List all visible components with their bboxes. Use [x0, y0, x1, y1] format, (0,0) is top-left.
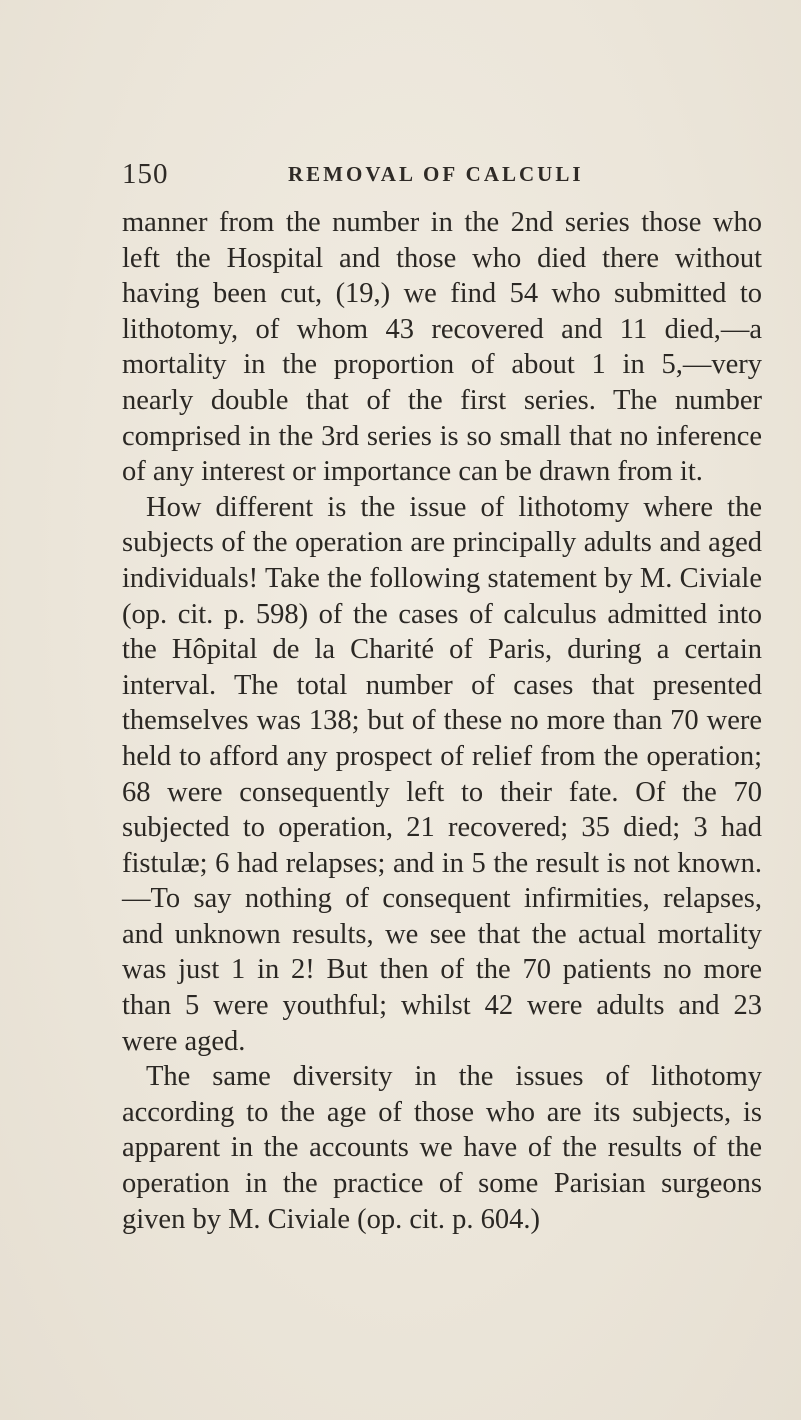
- paragraph-parisian-surgeons: The same diversity in the issues of lithotomy according to the age of those who are its subjects, is apparent in the accounts we have of the results of the operation in the practice of some Parisian surgeons given by M. Civiale (op. cit. p. 604.): [122, 1061, 762, 1235]
- paragraph-civiale-charite: How different is the issue of lithotomy where the subjects of the operation are principally adults and aged individuals! Take the following statement by M. Civiale (op. cit. p. 598) of the cases of calculus admitted into the Hôpital de la Charité of Paris, during a certain interval. The total number of cases that presented themselves was 138; but of these no more than 70 were held to afford any prospect of relief from the operation; 68 were consequently left to their fate. Of the 70 subjected to operation, 21 recovered; 35 died; 3 had fistulæ; 6 had relapses; and in 5 the result is not known.—To say nothing of consequent infirmities, relapses, and unknown results, we see that the actual mortality was just 1 in 2! But then of the 70 patients no more than 5 were youthful; whilst 42 were adults and 23 were aged.: [122, 491, 762, 1057]
- paragraph-continued: manner from the number in the 2nd series those who left the Hospital and those who died there without having been cut, (19,) we find 54 who submitted to lithotomy, of whom 43 recovered and 11 died,—a mortality in the proportion of about 1 in 5,—very nearly double that of the first series. The number comprised in the 3rd series is so small that no inference of any interest or importance can be drawn from it.: [122, 207, 762, 488]
- page-number: 150: [122, 158, 169, 190]
- page-header: [122, 158, 762, 198]
- running-title: REMOVAL OF CALCULI: [288, 162, 584, 186]
- body-text: [122, 205, 762, 1237]
